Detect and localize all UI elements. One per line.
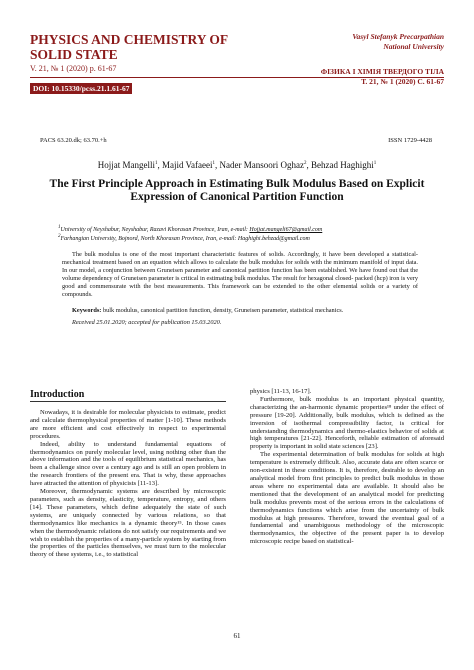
- email-link[interactable]: Hojjat.mangeli67@gmail.com: [249, 227, 323, 233]
- affiliation-2: [58, 233, 428, 243]
- doi-label[interactable]: DOI: 10.15330/pcss.21.1.61-67: [30, 83, 132, 94]
- author-separator: ,: [306, 160, 312, 170]
- uk-title-line: ФІЗИКА І ХІМІЯ ТВЕРДОГО ТІЛА: [320, 67, 444, 76]
- journal-volume: V. 21, № 1 (2020) p. 61-67: [30, 64, 117, 73]
- author-name: Hojjat Mangelli: [97, 160, 155, 170]
- keywords-text: bulk modulus, canonical partition function, density, Gruneisen parameter, statistical mechanics.: [101, 307, 344, 314]
- author-list: [0, 160, 474, 170]
- paragraph: physics [11-13, 16-17].: [250, 388, 312, 395]
- university-line-2: National University: [383, 42, 444, 51]
- paper-title: The First Principle Approach in Estimating Bulk Modulus Based on Explicit Expression of Canonical Partition Function: [49, 178, 425, 203]
- affiliation-mark: 1: [58, 225, 61, 230]
- paragraph: Indeed, ability to understand fundamental equations of thermodynamics on purely molecular level, using nothing other than the above information and the tools of equilibrium statistical mechanics, has been a challenge since over a century ago and is still an open problem in the research frontiers of the present era. That is why, these approaches have attracted the attention of physicists [11-13].: [30, 440, 226, 488]
- paragraph: Moreover, thermodynamic systems are described by microscopic parameters, such as density, elasticity, temperature, entropy, and others [14]. These parameters, which define adequately the state of such systems, are uniquely connected by various relations, so that thermodynamics like mechanics is a dynamic theory¹⁵. In those cases when the thermodynamic relations do not satisfy our requirements and we wish to establish the properties of a many-particle system by starting from the properties of the particles themselves, we must turn to the molecular theory of these systems, i.e., to statistical: [30, 488, 226, 559]
- abstract: The bulk modulus is one of the most important characteristic features of solids. Accordingly, it have been developed a statistical-mechanical treatment based on an equation which allows to calculate the bulk modulus for solids with the minimum manifold of input data. In our model, a conjunction between Gruneisen parameter and canonical partition function has been established. We have found out that the volume dependency of Gruneisen parameter is critical in estimating bulk modulus. The result for hexagonal closed- packed (hcp) iron is very good and commensurate with the best measurements. This framework can be extended to the other elemental solids or a variety of compounds.: [62, 251, 418, 299]
- affiliation-text: University of Neyshabur, Neyshabur, Razavi Khorasan Province, Iran, e-mail:: [60, 227, 250, 233]
- author-name: Behzad Haghighi: [311, 160, 374, 170]
- affiliation-mark: 1: [373, 161, 377, 166]
- page-number: 61: [233, 632, 241, 640]
- paragraph: The experimental determination of bulk modulus for solids at high temperature is extremely difficult. Also, accurate data are often scarce or non-existent in these conditions. It is, therefore, desirable to develop an analytical model from first principles to predict bulk modulus in those areas where no experimental data are available. It should also be mentioned that the development of an analytical model for predicting bulk modulus prevents most of the serious errors in the calculations of thermodynamics functions which arise from the uncertainty of bulk modulus at high pressures. Therefore, toward the eventual goal of a fundamental and unambiguous methodology of the microscopic thermodynamics, the objective of the present paper is to develop microscopic recipe based on statistical-: [250, 451, 444, 546]
- affiliation-mark: 1: [212, 161, 216, 166]
- journal-title: PHYSICS AND CHEMISTRY OF SOLID STATE: [30, 32, 228, 62]
- author-name: Nader Mansoori Oghaz: [219, 160, 305, 170]
- right-column: [250, 388, 444, 546]
- paragraph: Furthermore, bulk modulus is an important physical quantity, characterizing the an-harmonic dynamic properties¹⁸ under the effect of pressure [19-20]. Additionally, bulk modulus, which is defined as the inversion of isothermal compressibility factor, is critical for understanding thermodynamics and thermo-elastics behavior of solids at high temperatures [21-22]. Henceforth, reliable estimation of aforesaid property is important in solid state sciences [23].: [250, 395, 444, 451]
- section-rule: [30, 401, 226, 402]
- ukrainian-journal-title: [244, 67, 444, 87]
- affiliation-mark: 1: [154, 161, 158, 166]
- author-name: Majid Vafaeei: [161, 160, 213, 170]
- affiliation-text: Farhangian University, Bojnord, North Khorasan Province, Iran, e-mail: Haghighi.behzad@gmail.com: [60, 236, 310, 242]
- university-line-1: Vasyl Stefanyk Precarpathian: [352, 32, 444, 41]
- author-separator: ,: [157, 160, 162, 170]
- keywords-label: Keywords:: [72, 307, 102, 314]
- keywords: [62, 307, 418, 315]
- section-heading: Introduction: [30, 389, 85, 400]
- affiliation-mark: 2: [58, 234, 61, 239]
- received-dates: Received 25.01.2020; accepted for publication 15.03.2020.: [72, 319, 222, 326]
- pacs-code: PACS 63.20.dk; 63.70.+h: [40, 137, 107, 144]
- university-name: [284, 32, 444, 52]
- left-column: [30, 409, 226, 559]
- issn: ISSN 1729-4428: [388, 137, 432, 144]
- author-separator: ,: [215, 160, 220, 170]
- uk-volume-line: Т. 21, № 1 (2020) С. 61-67: [361, 77, 444, 86]
- affiliation-mark: 2: [304, 161, 307, 166]
- paragraph: Nowadays, it is desirable for molecular physicists to estimate, predict and calculate thermophysical properties of matter [1-10]. These methods are more efficient and cost effectively in respect to experimental procedures.: [30, 409, 226, 440]
